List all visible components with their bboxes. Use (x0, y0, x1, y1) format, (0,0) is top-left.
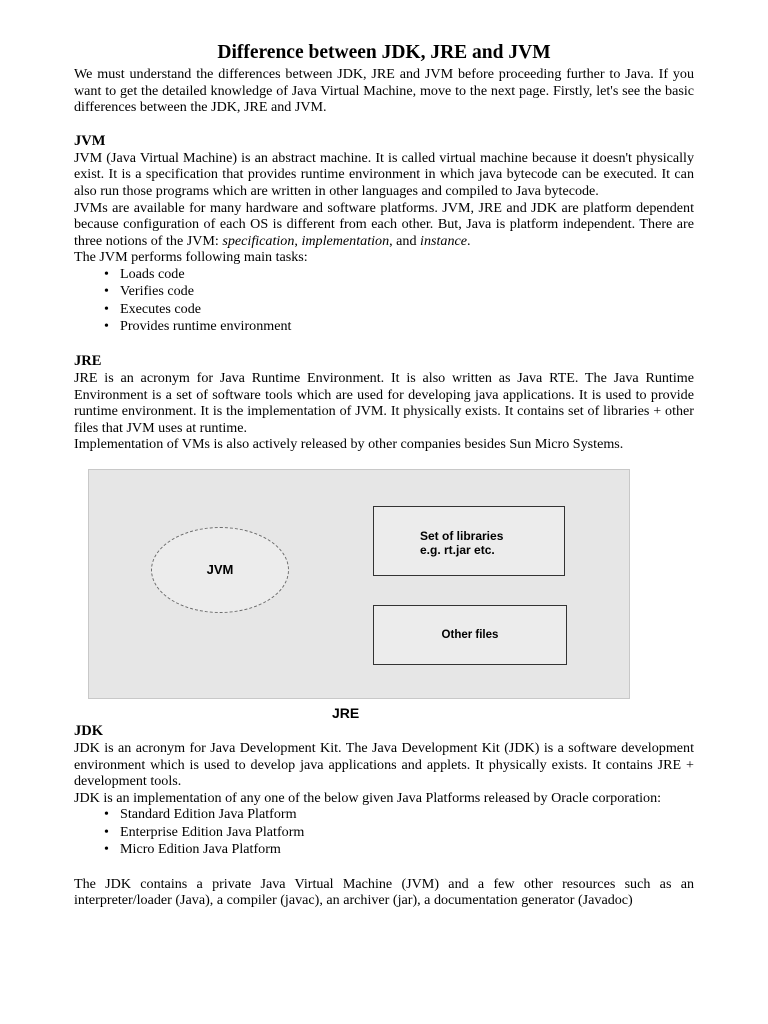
jre-heading: JRE (74, 352, 102, 369)
notion-specification: specification (222, 232, 295, 249)
list-item: • Provides runtime environment (120, 318, 694, 336)
jvm-paragraph-2 (74, 200, 694, 250)
jre-paragraph-2: Implementation of VMs is also actively released by other companies besides Sun Micro Systems. (74, 436, 624, 453)
other-files-box (373, 605, 567, 665)
jdk-heading: JDK (74, 722, 103, 739)
jvm-ellipse-label: JVM (206, 562, 234, 578)
jvm-heading: JVM (74, 132, 106, 149)
list-item: • Standard Edition Java Platform (120, 806, 694, 824)
notion-instance: instance (420, 232, 468, 249)
notion-separator: , and (389, 232, 421, 249)
jre-paragraph-1: JRE is an acronym for Java Runtime Environment. It is also written as Java RTE. The Java Runtime Environment is a set of software tools which are used for developing java applications. It is used to provide runtime environment. It is the implementation of JVM. It physically exists. It contains set of libraries + other files that JVM uses at runtime. (74, 369, 694, 436)
libraries-example: e.g. rt.jar etc. (420, 542, 495, 557)
diagram-caption: JRE (332, 704, 360, 721)
list-item: • Micro Edition Java Platform (120, 841, 694, 859)
notion-separator: , (294, 232, 302, 249)
list-item: • Loads code (120, 266, 694, 284)
notion-implementation: implementation (301, 232, 390, 249)
jdk-paragraph-2: JDK is an implementation of any one of the below given Java Platforms released by Oracle corporation: (74, 789, 662, 806)
other-files-label: Other files (441, 628, 499, 641)
libraries-box (373, 506, 565, 576)
intro-paragraph: We must understand the differences between JDK, JRE and JVM before proceeding further to Java. If you want to get the detailed knowledge of Java Virtual Machine, move to the next page. Firstly, let's see the basic differences between the JDK, JRE and JVM. (74, 66, 694, 116)
jvm-paragraph-2-text: JVMs are available for many hardware and software platforms. JVM, JRE and JDK are platform dependent because configuration of each OS is different from each other. But, Java is platform independent. There are three notions of the JVM: (74, 199, 694, 249)
list-item: • Verifies code (120, 283, 694, 301)
jdk-paragraph-1: JDK is an acronym for Java Development Kit. The Java Development Kit (JDK) is a software development environment which is used to develop java applications and applets. It physically exists. It contains JRE + development tools. (74, 739, 694, 790)
document-page (74, 40, 694, 909)
jvm-ellipse (151, 527, 289, 613)
list-item: • Executes code (120, 301, 694, 319)
jvm-tasks-intro: The JVM performs following main tasks: (74, 249, 308, 266)
jvm-tasks-list (74, 266, 694, 336)
jvm-paragraph-1: JVM (Java Virtual Machine) is an abstract machine. It is called virtual machine because it doesn't physically exist. It is a specification that provides runtime environment in which java bytecode can be executed. It can also run those programs which are written in other languages and compiled to Java bytecode. (74, 149, 694, 199)
jre-diagram (74, 461, 694, 723)
jre-container-box (88, 469, 630, 699)
sentence-end: . (467, 232, 471, 249)
list-item: • Enterprise Edition Java Platform (120, 824, 694, 842)
jdk-paragraph-3: The JDK contains a private Java Virtual Machine (JVM) and a few other resources such as an interpreter/loader (Java), a compiler (javac), an archiver (jar), a documentation generator (Javadoc) (74, 875, 694, 909)
libraries-label: Set of libraries (420, 528, 504, 543)
page-title: Difference between JDK, JRE and JVM (217, 42, 551, 63)
java-platforms-list (74, 806, 694, 859)
